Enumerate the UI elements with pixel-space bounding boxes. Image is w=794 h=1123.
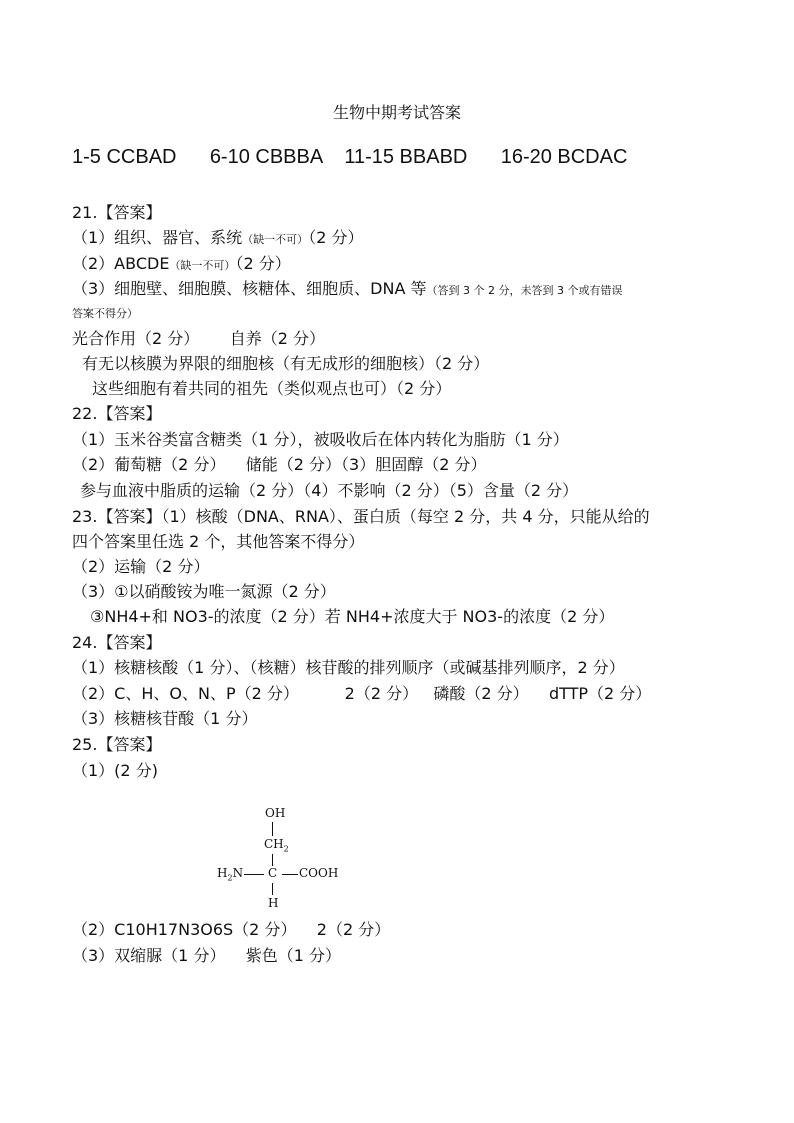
structure-ch2-text: CH xyxy=(264,837,284,851)
q21-line-4: 光合作用（2 分） 自养（2 分） xyxy=(72,329,326,348)
q22-line-3: 参与血液中脂质的运输（2 分）（4）不影响（2 分）（5）含量（2 分） xyxy=(80,481,579,500)
structure-ch2-subscript: 2 xyxy=(283,844,289,854)
q21-line-1-text: （1）组织、器官、系统 xyxy=(72,228,243,247)
q23-line-2: 四个答案里任选 2 个，其他答案不得分） xyxy=(72,532,365,551)
q24-line-3: （3）核糖核苷酸（1 分） xyxy=(72,709,258,728)
q22-line-1: （1）玉米谷类富含糖类（1 分），被吸收后在体内转化为脂肪（1 分） xyxy=(72,430,569,449)
q25-line-1: （1）(2 分) xyxy=(72,761,158,780)
q22-heading: 22.【答案】 xyxy=(72,404,162,423)
q21-line-6: 这些细胞有着共同的祖先（类似观点也可）（2 分） xyxy=(92,379,452,398)
q23-line-3: （2）运输（2 分） xyxy=(72,557,210,576)
q21-line-5: 有无以核膜为界限的细胞核（有无成形的细胞核）（2 分） xyxy=(82,354,490,373)
q23-line-4: （3）①以硝酸铵为唯一氮源（2 分） xyxy=(72,582,336,601)
q25-heading: 25.【答案】 xyxy=(72,735,162,754)
q21-line-2-text: （2）ABCDE xyxy=(72,254,170,273)
q21-line-3-note: （答到 3 个 2 分，未答到 3 个或有错误 xyxy=(426,284,623,297)
q24-line-1: （1）核糖核酸（1 分）、（核糖）核苷酸的排列顺序（或碱基排列顺序，2 分） xyxy=(72,658,625,677)
structure-h: H xyxy=(268,896,279,910)
bond-c-cooh xyxy=(282,874,298,875)
serine-structure-diagram xyxy=(214,806,344,912)
q21-line-2-note: （缺一不可） xyxy=(169,259,236,272)
q21-line-3-text: （3）细胞壁、细胞膜、核糖体、细胞质、DNA 等 xyxy=(72,279,427,298)
structure-h2n-text: H xyxy=(217,866,228,880)
q21-line-3-note-cont: 答案不得分） xyxy=(72,307,138,320)
q25-line-2: （2）C10H17N3O6S（2 分） 2（2 分） xyxy=(72,920,391,939)
structure-cooh: COOH xyxy=(299,866,339,880)
q21-line-2-score: （2 分） xyxy=(235,254,291,273)
bond-n-c xyxy=(244,874,264,875)
q21-line-3 xyxy=(72,279,623,301)
page-title: 生物中期考试答案 xyxy=(332,103,461,122)
q21-heading: 21.【答案】 xyxy=(72,203,162,222)
q23-line-5: ③NH4+和 NO3-的浓度（2 分）若 NH4+浓度大于 NO3-的浓度（2 分） xyxy=(90,607,615,626)
bond-oh-ch2 xyxy=(272,822,273,836)
q23-line-1: 23.【答案】（1）核酸（DNA、RNA）、蛋白质（每空 2 分，共 4 分，只能从给的 xyxy=(72,507,650,526)
q24-heading: 24.【答案】 xyxy=(72,633,162,652)
structure-n: N xyxy=(232,866,244,880)
q22-line-2: （2）葡萄糖（2 分） 储能（2 分）（3）胆固醇（2 分） xyxy=(72,455,487,474)
q21-line-1-note: （缺一不可） xyxy=(242,233,309,246)
structure-oh: OH xyxy=(265,806,286,820)
q21-line-1 xyxy=(72,228,363,250)
multiple-choice-answers: 1-5 CCBAD 6-10 CBBBA 11-15 BBABD 16-20 BCDAC xyxy=(72,146,628,168)
q24-line-2: （2）C、H、O、N、P（2 分） 2（2 分） 磷酸（2 分） dTTP（2 分） xyxy=(72,684,652,703)
structure-h2n xyxy=(217,866,243,882)
structure-h2n-subscript: 2 xyxy=(227,873,233,883)
bond-c-h xyxy=(272,883,273,895)
q21-line-2 xyxy=(72,254,291,276)
bond-ch2-c xyxy=(272,854,273,866)
structure-c: C xyxy=(268,866,278,880)
structure-ch2 xyxy=(264,837,289,853)
q21-line-1-score: （2 分） xyxy=(308,228,364,247)
q25-line-3: （3）双缩脲（1 分） 紫色（1 分） xyxy=(72,946,342,965)
